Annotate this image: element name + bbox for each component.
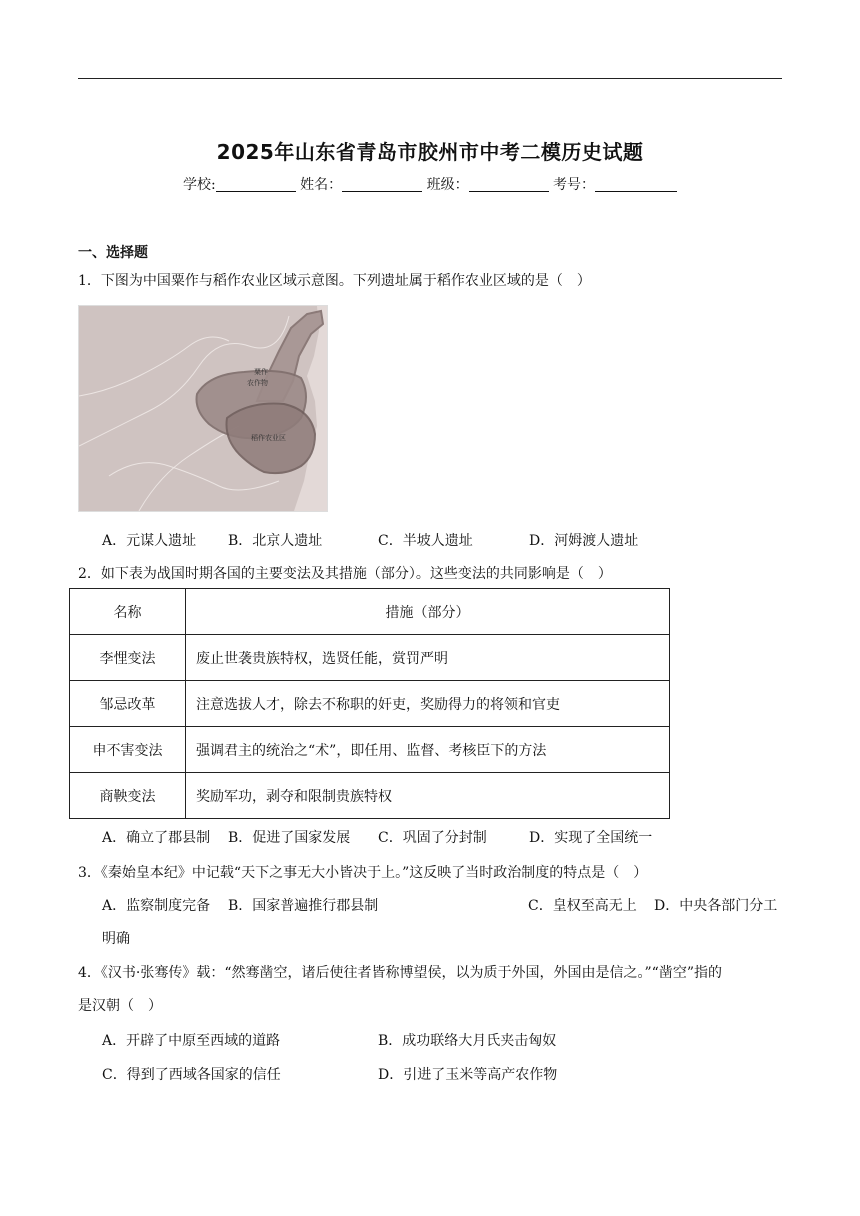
table-row bbox=[70, 681, 670, 727]
q1-option-c[interactable]: C．半坡人遗址 bbox=[378, 533, 473, 549]
q1-option-a[interactable]: A．元谋人遗址 bbox=[102, 533, 197, 549]
q4-option-c[interactable]: C．得到了西域各国家的信任 bbox=[102, 1067, 281, 1083]
table-row bbox=[70, 727, 670, 773]
q2-option-d[interactable]: D．实现了全国统一 bbox=[529, 830, 653, 846]
q3-stem: 3．《秦始皇本纪》中记载“天下之事无大小皆决于上。”这反映了当时政治制度的特点是（ ） bbox=[78, 865, 648, 881]
q4-option-a[interactable]: A．开辟了中原至西域的道路 bbox=[102, 1033, 281, 1049]
q3-option-d-continued: 明确 bbox=[102, 931, 130, 947]
name-blank[interactable] bbox=[342, 177, 422, 192]
q2-option-b[interactable]: B．促进了国家发展 bbox=[228, 830, 351, 846]
class-blank[interactable] bbox=[469, 177, 549, 192]
name-label: 姓名： bbox=[300, 177, 343, 193]
table-header-row bbox=[70, 589, 670, 635]
student-info-line bbox=[0, 174, 860, 194]
rice-label: 稻作农业区 bbox=[251, 434, 286, 442]
school-blank[interactable] bbox=[216, 177, 296, 192]
school-label: 学校: bbox=[182, 177, 216, 193]
q3-option-b[interactable]: B．国家普遍推行郡县制 bbox=[228, 898, 379, 914]
reform-name: 商鞅变法 bbox=[70, 773, 186, 819]
q4-stem-line-1: 4．《汉书·张骞传》载：“然骞凿空，诸后使往者皆称博望侯，以为质于外国，外国由是信之。”“凿空”指的 bbox=[78, 965, 722, 981]
q1-option-b[interactable]: B．北京人遗址 bbox=[228, 533, 323, 549]
millet-label-2: 农作物 bbox=[247, 379, 268, 387]
q3-option-d[interactable]: D．中央各部门分工 bbox=[654, 898, 778, 914]
reform-name: 李悝变法 bbox=[70, 635, 186, 681]
reform-measures: 奖励军功，剥夺和限制贵族特权 bbox=[186, 773, 670, 819]
exam-no-blank[interactable] bbox=[595, 177, 677, 192]
q2-option-c[interactable]: C．巩固了分封制 bbox=[378, 830, 487, 846]
q3-option-c[interactable]: C．皇权至高无上 bbox=[528, 898, 637, 914]
millet-label-1: 粟作 bbox=[254, 368, 268, 376]
table-row bbox=[70, 773, 670, 819]
reform-table bbox=[69, 588, 670, 819]
q1-option-d[interactable]: D．河姆渡人遗址 bbox=[529, 533, 639, 549]
reform-measures: 强调君主的统治之“术”，即任用、监督、考核臣下的方法 bbox=[186, 727, 670, 773]
q4-stem-line-2: 是汉朝（ ） bbox=[78, 998, 162, 1014]
exam-no-label: 考号： bbox=[553, 177, 596, 193]
table-row bbox=[70, 635, 670, 681]
section-heading: 一、选择题 bbox=[78, 245, 148, 261]
table-header-measures: 措施（部分） bbox=[186, 589, 670, 635]
q4-option-b[interactable]: B．成功联络大月氏夹击匈奴 bbox=[378, 1033, 557, 1049]
q3-option-a[interactable]: A．监察制度完备 bbox=[102, 898, 211, 914]
header-rule bbox=[78, 78, 782, 79]
q2-option-a[interactable]: A．确立了郡县制 bbox=[102, 830, 211, 846]
reform-measures: 注意选拔人才，除去不称职的奸吏，奖励得力的将领和官吏 bbox=[186, 681, 670, 727]
reform-name: 申不害变法 bbox=[70, 727, 186, 773]
q2-stem: 2．如下表为战国时期各国的主要变法及其措施（部分）。这些变法的共同影响是（ ） bbox=[78, 566, 612, 582]
table-header-name: 名称 bbox=[70, 589, 186, 635]
class-label: 班级： bbox=[426, 177, 469, 193]
q4-option-d[interactable]: D．引进了玉米等高产农作物 bbox=[378, 1067, 558, 1083]
agriculture-region-map bbox=[78, 305, 328, 512]
exam-title: 2025年山东省青岛市胶州市中考二模历史试题 bbox=[216, 140, 644, 164]
q1-stem: 1．下图为中国粟作与稻作农业区域示意图。下列遗址属于稻作农业区域的是（ ） bbox=[78, 273, 591, 289]
reform-measures: 废止世袭贵族特权，选贤任能，赏罚严明 bbox=[186, 635, 670, 681]
reform-name: 邹忌改革 bbox=[70, 681, 186, 727]
